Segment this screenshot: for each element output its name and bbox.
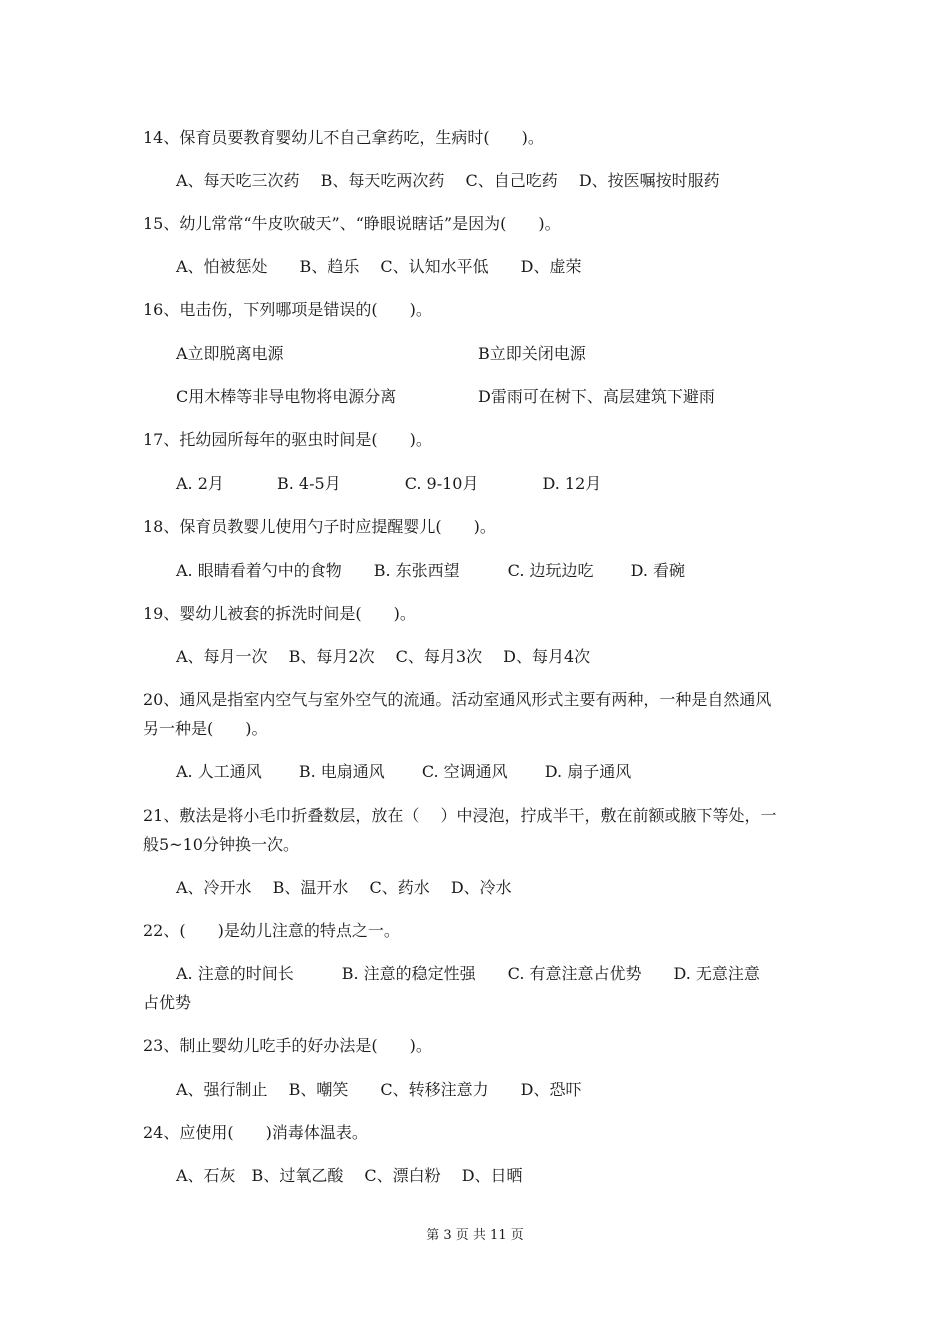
question-20-stem: 20、通风是指室内空气与室外空气的流通。活动室通风形式主要有两种，一种是自然通风 — [143, 690, 772, 709]
question-17-stem: 17、托幼园所每年的驱虫时间是( )。 — [143, 430, 432, 449]
question-19-options: A、每月一次 B、每月2次 C、每月3次 D、每月4次 — [176, 647, 591, 666]
question-22-options-continued: 占优势 — [143, 993, 192, 1012]
question-18-options: A. 眼睛看着勺中的食物 B. 东张西望 C. 边玩边吃 D. 看碗 — [176, 561, 686, 580]
question-16-option-d: D雷雨可在树下、高层建筑下避雨 — [478, 387, 715, 406]
question-21-stem: 21、敷法是将小毛巾折叠数层，放在（ ）中浸泡，拧成半干，敷在前额或腋下等处，一 — [143, 806, 777, 825]
question-14-options: A、每天吃三次药 B、每天吃两次药 C、自己吃药 D、按医嘱按时服药 — [176, 171, 720, 190]
question-17-options: A. 2月 B. 4-5月 C. 9-10月 D. 12月 — [176, 474, 602, 493]
question-16-stem: 16、电击伤，下列哪项是错误的( )。 — [143, 300, 432, 319]
question-16-option-a: A立即脱离电源 — [176, 344, 284, 363]
question-20-options: A. 人工通风 B. 电扇通风 C. 空调通风 D. 扇子通风 — [176, 762, 632, 781]
question-24-options: A、石灰 B、过氧乙酸 C、漂白粉 D、日晒 — [176, 1166, 523, 1185]
question-23-options: A、强行制止 B、嘲笑 C、转移注意力 D、恐吓 — [176, 1080, 582, 1099]
question-16-option-c: C用木棒等非导电物将电源分离 — [176, 387, 397, 406]
question-23-stem: 23、制止婴幼儿吃手的好办法是( )。 — [143, 1036, 432, 1055]
question-24-stem: 24、应使用( )消毒体温表。 — [143, 1123, 368, 1142]
question-20-stem-continued: 另一种是( )。 — [143, 719, 268, 738]
question-15-options: A、怕被惩处 B、趋乐 C、认知水平低 D、虚荣 — [176, 257, 582, 276]
question-14-stem: 14、保育员要教育婴幼儿不自己拿药吃，生病时( )。 — [143, 128, 544, 147]
question-18-stem: 18、保育员教婴儿使用勺子时应提醒婴儿( )。 — [143, 517, 496, 536]
question-15-stem: 15、幼儿常常“牛皮吹破天”、“睁眼说瞎话”是因为( )。 — [143, 214, 561, 233]
question-16-option-b: B立即关闭电源 — [478, 344, 586, 363]
question-22-options: A. 注意的时间长 B. 注意的稳定性强 C. 有意注意占优势 D. 无意注意 — [176, 964, 760, 983]
question-21-options: A、冷开水 B、温开水 C、药水 D、冷水 — [176, 878, 512, 897]
question-22-stem: 22、( )是幼儿注意的特点之一。 — [143, 921, 400, 940]
page-footer: 第 3 页 共 11 页 — [426, 1228, 524, 1243]
question-19-stem: 19、婴幼儿被套的拆洗时间是( )。 — [143, 604, 416, 623]
question-21-stem-continued: 般5~10分钟换一次。 — [143, 835, 299, 854]
